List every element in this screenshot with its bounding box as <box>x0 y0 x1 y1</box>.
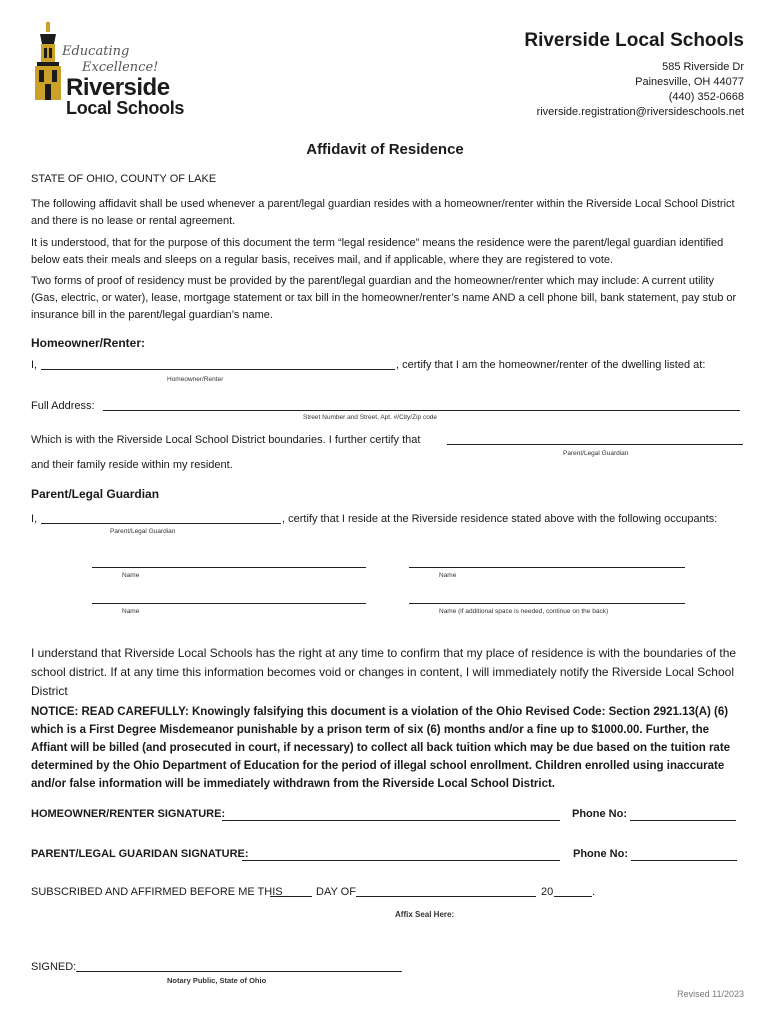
notary-year-field[interactable] <box>554 896 592 897</box>
guardian-label-1: Parent/Legal Guardian <box>563 450 629 457</box>
homeowner-phone-field[interactable] <box>630 820 736 821</box>
understand-paragraph: I understand that Riverside Local Schools has the right at any time to confirm that my place of residence is with the boundaries of the school district. If at any time this information becomes void or changes in content, I will immediately notify the Riverside Local School District <box>31 646 737 698</box>
guardian-certify-text: , certify that I reside at the Riverside residence stated above with the following occupants: <box>282 513 718 525</box>
guardian-name-field-1[interactable] <box>447 444 743 445</box>
header-contact <box>537 60 744 120</box>
bell-tower-icon <box>28 22 68 100</box>
guardian-signature-field[interactable] <box>242 860 560 861</box>
affix-seal-label: Affix Seal Here: <box>395 910 455 919</box>
occupant-4-label: Name (if additional space is needed, continue on the back) <box>439 608 609 615</box>
day-of-text: DAY OF <box>316 886 356 898</box>
header-org-name: Riverside Local Schools <box>524 30 744 51</box>
year-period: . <box>592 886 596 898</box>
homeowner-name-field[interactable] <box>41 369 395 370</box>
paragraph-1: The following affidavit shall be used whenever a parent/legal guardian resides with a homeowner/renter within the Riverside Local School District and there is no lease or rental agreement. <box>31 198 735 227</box>
logo-tagline-1: Educating <box>62 44 130 59</box>
guardian-label-2: Parent/Legal Guardian <box>110 528 176 535</box>
homeowner-i-prefix: I, <box>31 359 38 371</box>
header-email: riverside.registration@riversideschools.net <box>536 106 744 118</box>
guardian-phone-label: Phone No: <box>573 848 628 860</box>
occupant-3-field[interactable] <box>92 603 366 604</box>
occupant-4-field[interactable] <box>409 603 685 604</box>
district-text: Which is with the Riverside Local School District boundaries. I further certify that <box>31 434 421 446</box>
notice-paragraph: NOTICE: READ CAREFULLY: Knowingly falsifying this document is a violation of the Ohio Revised Code: Section 2921.13(A) (6) which is a First Degree Misdemeanor punishable by a prison term of six (6) months and/or a fine up to $1000.00. Further, the Affiant will be billed (and prosecuted in court, if necessary) to collect all back tuition which may be due based on the tuition rate determined by the Ohio Department of Education for the period of illegal school enrollment. Children enrolled using inaccurate and/or false information will be immediately withdrawn from the Riverside Local School District. <box>31 706 731 790</box>
full-address-prefix: Full Address: <box>31 400 95 412</box>
document-title: Affidavit of Residence <box>306 141 464 158</box>
notary-day-field[interactable] <box>270 896 312 897</box>
year-prefix-text: 20 <box>541 886 554 898</box>
school-logo <box>28 22 200 120</box>
guardian-i-prefix: I, <box>31 513 38 525</box>
paragraph-2: It is understood, that for the purpose of this document the term “legal residence” means the residence were the parent/legal guardian identified below eats their meals and sleeps on a regular basis, receives mail, and if applicable, where they are registered to vote. <box>31 237 724 266</box>
occupant-2-field[interactable] <box>409 567 685 568</box>
notary-month-field[interactable] <box>356 896 536 897</box>
occupant-1-field[interactable] <box>92 567 366 568</box>
occupant-3-label: Name <box>122 608 140 615</box>
logo-tagline-2: Excellence! <box>82 60 159 75</box>
header-address-2: Painesville, OH 44077 <box>635 76 744 88</box>
subscribed-text: SUBSCRIBED AND AFFIRMED BEFORE ME THIS <box>31 886 283 898</box>
full-address-label: Street Number and Street, Apt. #/City/Zip code <box>303 414 438 421</box>
logo-name-2: Local Schools <box>66 98 185 118</box>
header-phone: (440) 352-0668 <box>668 91 744 103</box>
logo-name-1: Riverside <box>66 74 170 101</box>
guardian-name-field-2[interactable] <box>41 523 281 524</box>
notary-signature-field[interactable] <box>76 971 402 972</box>
homeowner-certify-text: , certify that I am the homeowner/renter of the dwelling listed at: <box>396 359 706 371</box>
homeowner-name-label: Homeowner/Renter <box>167 376 224 383</box>
family-text: and their family reside within my resident. <box>31 459 233 471</box>
guardian-signature-label: PARENT/LEGAL GUARIDAN SIGNATURE: <box>31 848 249 860</box>
notary-label: Notary Public, State of Ohio <box>167 976 267 985</box>
full-address-field[interactable] <box>103 410 740 411</box>
homeowner-heading: Homeowner/Renter: <box>31 336 146 350</box>
signed-label: SIGNED: <box>31 961 77 973</box>
occupant-1-label: Name <box>122 572 140 579</box>
homeowner-signature-label: HOMEOWNER/RENTER SIGNATURE: <box>31 808 226 820</box>
revised-date: Revised 11/2023 <box>677 989 744 999</box>
guardian-heading: Parent/Legal Guardian <box>31 487 160 501</box>
homeowner-phone-label: Phone No: <box>572 808 627 820</box>
occupant-2-label: Name <box>439 572 457 579</box>
homeowner-signature-field[interactable] <box>222 820 560 821</box>
header-address-1: 585 Riverside Dr <box>662 61 744 73</box>
paragraph-3: Two forms of proof of residency must be provided by the parent/legal guardian and the homeowner/renter which may include: A current utility (Gas, electric, or water), lease, mortgage statement or tax bill in the homeowner/renter’s name AND a cell phone bill, bank statement, pay stub or insurance bill in the parent/legal guardian’s name. <box>31 275 737 321</box>
guardian-phone-field[interactable] <box>631 860 737 861</box>
state-line: STATE OF OHIO, COUNTY OF LAKE <box>31 173 217 185</box>
